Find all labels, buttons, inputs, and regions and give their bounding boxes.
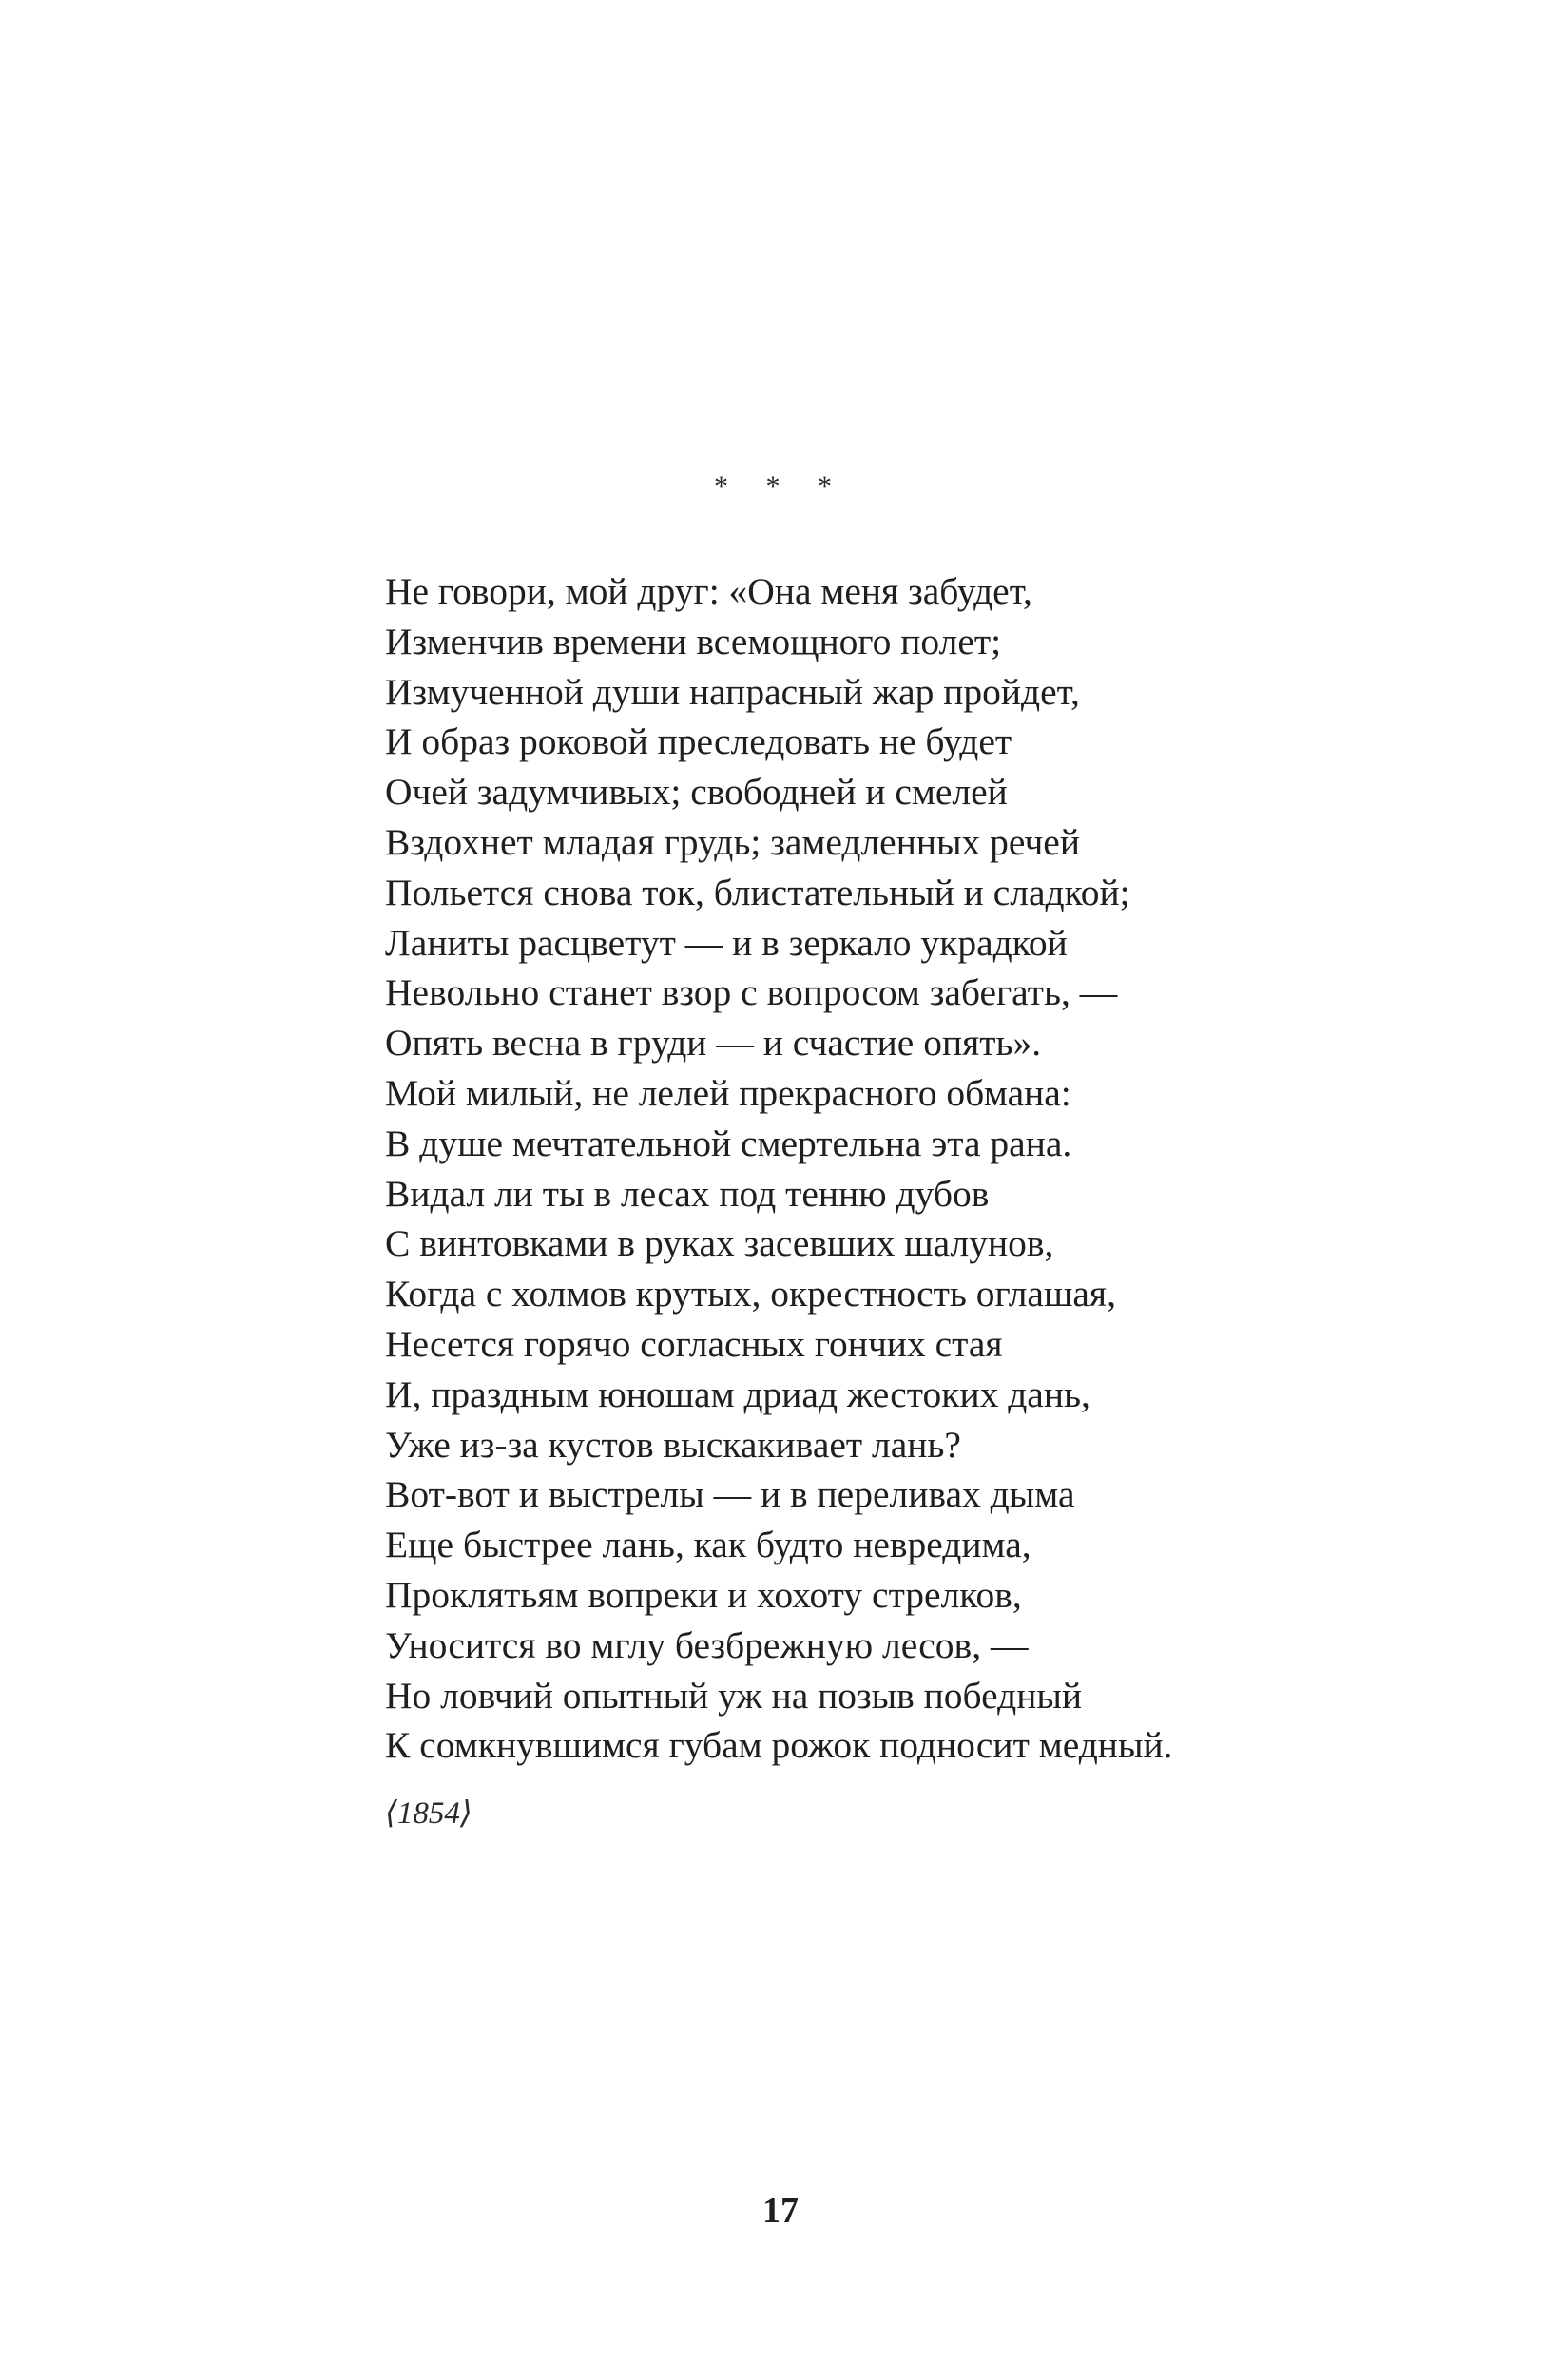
poem-line: Очей задумчивых; свободней и смелей [385, 771, 1008, 814]
poem-line: Но ловчий опытный уж на позыв победный [385, 1674, 1083, 1717]
poem-line: Уносится во мглу безбрежную лесов, — [385, 1623, 1029, 1666]
poem-line: Несется горячо согласных гончих стая [385, 1322, 1003, 1365]
poem-line: К сомкнувшимся губам рожок подносит медный. [385, 1724, 1173, 1767]
poem-line: Изменчив времени всемощного полет; [385, 620, 1002, 662]
poem-line: Польется снова ток, блистательный и сладкой; [385, 871, 1130, 913]
poem-line: Еще быстрее лань, как будто невредима, [385, 1524, 1031, 1566]
poem-line: Ланиты расцветут — и в зеркало украдкой [385, 921, 1068, 964]
poem-line: И, праздным юношам дриад жестоких дань, [385, 1372, 1090, 1415]
poem-line: С винтовками в руках засевших шалунов, [385, 1222, 1054, 1265]
page-number: 17 [762, 2191, 799, 2231]
section-asterism: * * * [714, 470, 847, 502]
poem-line: Вот-вот и выстрелы — и в переливах дыма [385, 1473, 1075, 1516]
poem-line: Мой милый, не лелей прекрасного обмана: [385, 1071, 1071, 1114]
poem-line: Проклятьям вопреки и хохоту стрелков, [385, 1573, 1022, 1616]
poem-line: И образ роковой преследовать не будет [385, 720, 1012, 763]
poem-line: Уже из-за кустов выскакивает лань? [385, 1423, 961, 1466]
poem-line: Не говори, мой друг: «Она меня забудет, [385, 570, 1032, 612]
poem-line: Опять весна в груди — и счастие опять». [385, 1022, 1042, 1065]
poem-line: Невольно станет взор с вопросом забегать, — [385, 971, 1118, 1014]
poem-line: Видал ли ты в лесах под тенню дубов [385, 1172, 990, 1215]
poem-date: ⟨1854⟩ [385, 1796, 472, 1831]
poem-line: В душе мечтательной смертельна эта рана. [385, 1122, 1072, 1164]
poem-text [385, 566, 1431, 1771]
poem-line: Когда с холмов крутых, окрестность оглашая, [385, 1273, 1116, 1315]
poem-line: Измученной души напрасный жар пройдет, [385, 670, 1080, 713]
poem-line: Вздохнет младая грудь; замедленных речей [385, 820, 1080, 863]
